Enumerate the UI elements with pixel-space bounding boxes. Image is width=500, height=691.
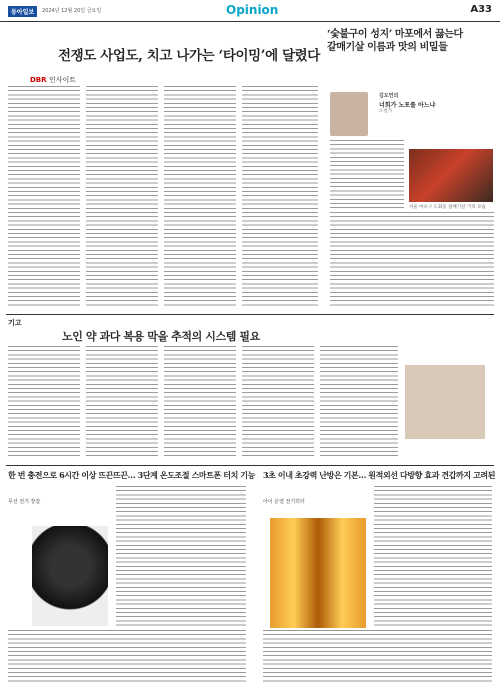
section2-column-4	[242, 346, 314, 458]
bbq-photo	[409, 149, 493, 202]
ad-right-text	[374, 486, 492, 626]
section-divider	[6, 314, 494, 315]
heater-image	[270, 518, 366, 628]
body-column-2	[86, 86, 158, 308]
section-headline: 노인 약 과다 복용 막을 추적의 시스템 필요	[62, 330, 260, 343]
ad-right-headline: 3초 이내 초강력 난방은 기본… 원적외선 다방향 효과 견갑까지 고려된	[263, 470, 496, 480]
ad-right-footer	[263, 630, 492, 684]
ad-right-caption: 아이 온열 전기히터	[263, 499, 305, 505]
section-label: 기고	[8, 319, 22, 327]
body-column-3	[164, 86, 236, 308]
author-name: 김도언의	[379, 93, 399, 99]
byline-brand: DBR	[30, 76, 47, 84]
section2-column-3	[164, 346, 236, 458]
author-cutout	[405, 365, 485, 439]
ad-left-footer	[8, 630, 246, 684]
section2-column-1	[8, 346, 80, 458]
page-number: A33	[470, 4, 492, 15]
glove-image	[32, 526, 108, 626]
author-photo	[330, 92, 368, 136]
main-headline: 전쟁도 사업도, 치고 나가는 ‘타이밍’에 달렸다	[58, 48, 320, 64]
sidebar-text-2	[330, 212, 494, 308]
section-name: Opinion	[226, 3, 279, 17]
ad-divider	[6, 465, 494, 466]
section2-column-2	[86, 346, 158, 458]
issue-date: 2024년 12월 20일 금요일	[42, 8, 102, 14]
sidebar-headline: ‘숯불구이 성지’ 마포에서 끓는다 갈매기살 이름과 맛의 비밀들	[327, 29, 463, 53]
byline-rest: 인사이트	[48, 76, 77, 84]
ad-left-caption: 무선 전기 장갑	[8, 499, 41, 505]
ad-left-headline: 한 번 충전으로 6시간 이상 뜨끈뜨끈… 3단계 온도조절 스마트폰 터치 기능	[8, 470, 255, 480]
column-title: 너희가 노포를 아느냐	[379, 102, 436, 109]
photo-caption: 서울 마포구 도화동 갈매기살 거리 모습	[409, 205, 486, 210]
body-column-1	[8, 86, 80, 308]
author-role: 소설가	[379, 109, 393, 114]
column-label	[30, 75, 76, 85]
sidebar-text-1	[330, 140, 404, 208]
section2-column-5	[320, 346, 398, 458]
ad-left-text	[116, 486, 246, 626]
newspaper-logo: 동아일보	[8, 6, 37, 17]
body-column-4	[242, 86, 318, 308]
